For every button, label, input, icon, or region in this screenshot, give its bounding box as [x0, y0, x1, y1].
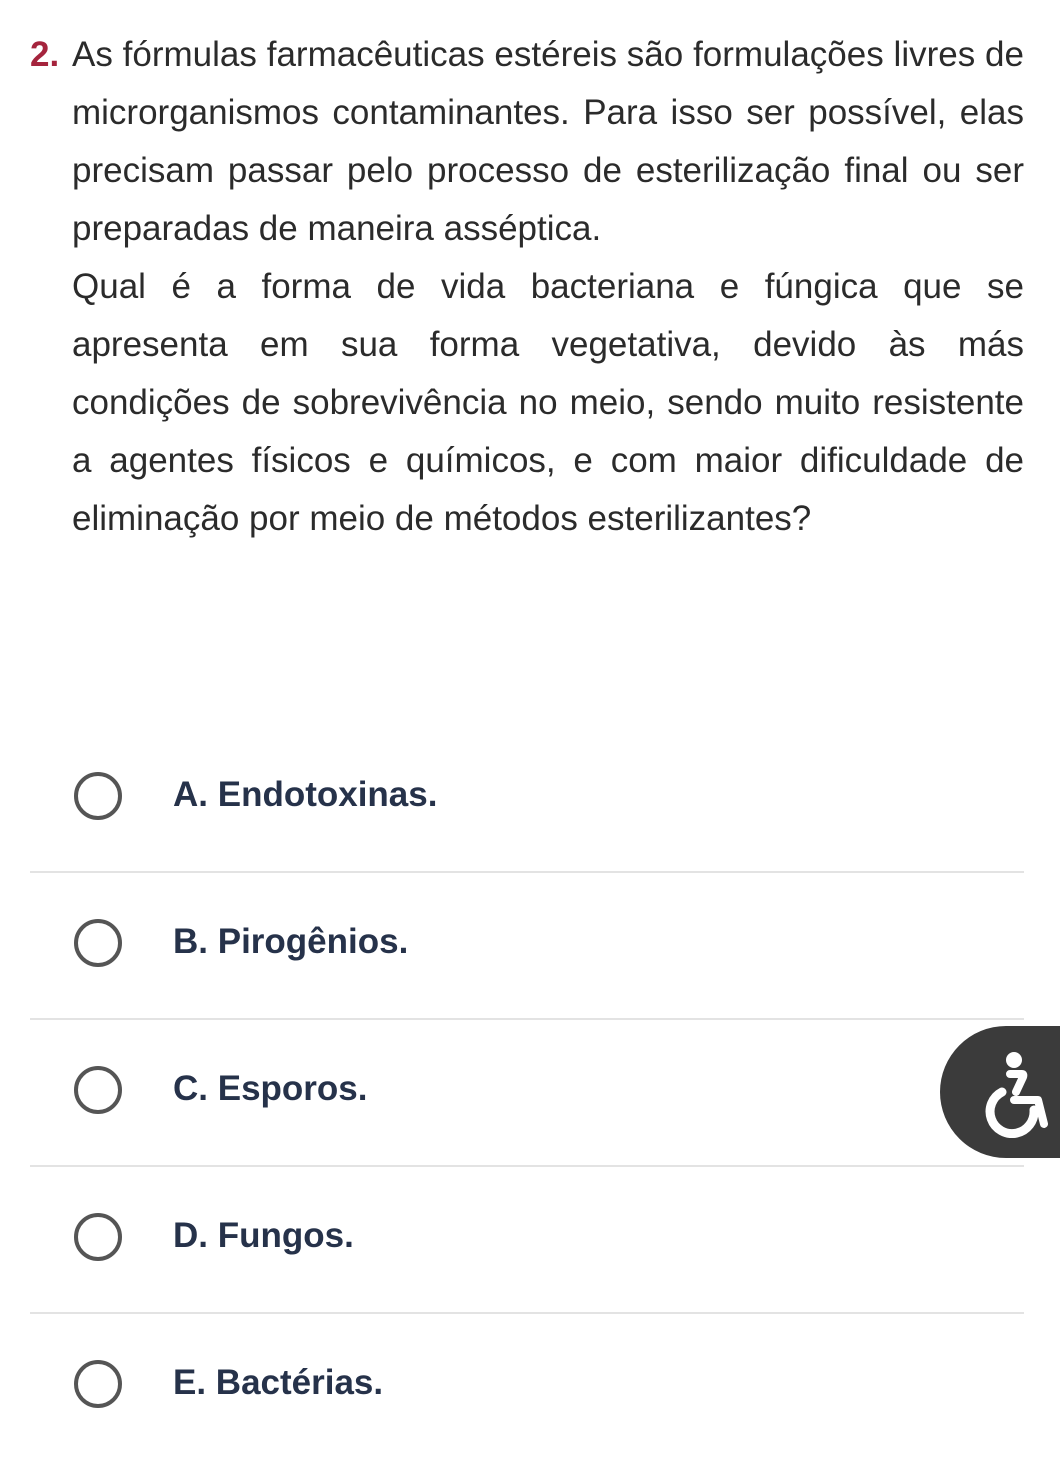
- radio-button-b[interactable]: [74, 919, 122, 967]
- radio-button-a[interactable]: [74, 772, 122, 820]
- radio-button-c[interactable]: [74, 1066, 122, 1114]
- option-e-label: E. Bactérias.: [173, 1363, 384, 1402]
- question-number: 2.: [30, 35, 60, 74]
- option-d-label: D. Fungos.: [173, 1216, 354, 1255]
- question-block: [30, 26, 1024, 548]
- option-b[interactable]: [30, 873, 1024, 1020]
- radio-button-d[interactable]: [74, 1213, 122, 1261]
- option-a-label: A. Endotoxinas.: [173, 775, 438, 814]
- question-paragraph-statement: As fórmulas farmacêuticas estéreis são formulações livres de microrganismos contaminantes. Para isso ser possível, elas precisam passar pelo processo de esterilização final ou ser preparadas de maneira asséptica.: [72, 35, 1024, 248]
- question-text: [72, 26, 1024, 548]
- option-e[interactable]: [30, 1314, 1024, 1461]
- option-c[interactable]: [30, 1020, 1024, 1167]
- accessibility-icon: [972, 1048, 1056, 1138]
- answer-options: [30, 726, 1024, 1461]
- accessibility-button[interactable]: [940, 1026, 1060, 1158]
- option-b-label: B. Pirogênios.: [173, 922, 409, 961]
- option-d[interactable]: [30, 1167, 1024, 1314]
- option-a[interactable]: [30, 726, 1024, 873]
- option-c-label: C. Esporos.: [173, 1069, 368, 1108]
- radio-button-e[interactable]: [74, 1360, 122, 1408]
- question-paragraph-prompt: Qual é a forma de vida bacteriana e fúngica que se apresenta em sua forma vegetativa, devido às más condições de sobrevivência no meio, sendo muito resistente a agentes físicos e químicos, e com maior dificuldade de eliminação por meio de métodos esterilizantes?: [72, 267, 1024, 538]
